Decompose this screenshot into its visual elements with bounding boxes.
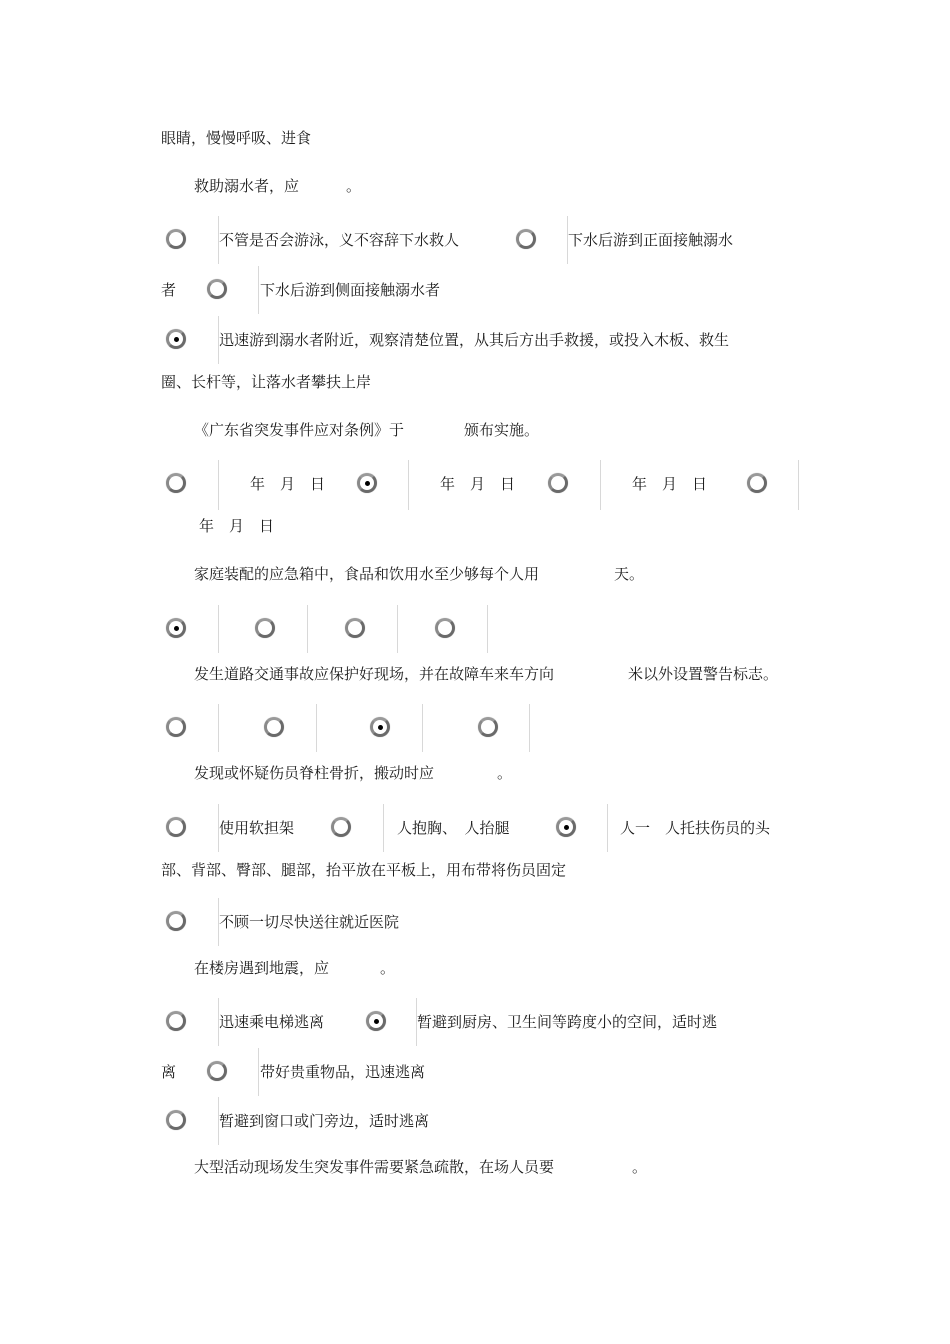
radio-option-selected[interactable] <box>370 717 390 737</box>
radio-option-selected[interactable] <box>366 1011 386 1031</box>
option-label: 年 月 日 <box>250 475 326 493</box>
question-end: 米以外设置警告标志。 <box>628 665 779 683</box>
option-label: 年 月 日 <box>199 517 275 535</box>
option-label: 年 月 日 <box>440 475 516 493</box>
radio-option[interactable] <box>331 817 351 837</box>
divider <box>258 266 259 314</box>
option-label: 暂避到厨房、卫生间等跨度小的空间，适时逃 <box>417 1013 718 1031</box>
option-label: 不管是否会游泳，义不容辞下水救人 <box>219 231 460 249</box>
divider <box>316 704 317 752</box>
radio-option[interactable] <box>747 473 767 493</box>
divider <box>218 460 219 510</box>
question-end: 。 <box>380 959 396 977</box>
question-end: 颁布实施。 <box>464 421 540 439</box>
option-label: 下水后游到正面接触溺水 <box>568 231 734 249</box>
radio-option-selected[interactable] <box>166 618 186 638</box>
divider <box>798 460 799 510</box>
radio-option[interactable] <box>435 618 455 638</box>
divider <box>607 804 608 852</box>
question-kit: 家庭装配的应急箱中，食品和饮用水至少够每个人用 <box>194 565 540 583</box>
question-end: 。 <box>632 1158 648 1176</box>
divider <box>307 605 308 653</box>
question-earthquake: 在楼房遇到地震，应 <box>194 959 330 977</box>
radio-option-selected[interactable] <box>166 329 186 349</box>
question-evacuation: 大型活动现场发生突发事件需要紧急疏散，在场人员要 <box>194 1158 555 1176</box>
radio-option[interactable] <box>207 279 227 299</box>
radio-option-selected[interactable] <box>357 473 377 493</box>
radio-option[interactable] <box>166 911 186 931</box>
question-spine: 发现或怀疑伤员脊柱骨折，搬动时应 <box>194 764 435 782</box>
divider <box>397 605 398 653</box>
radio-option[interactable] <box>166 1011 186 1031</box>
radio-option-selected[interactable] <box>556 817 576 837</box>
question-end: 。 <box>497 764 513 782</box>
divider <box>258 1048 259 1096</box>
question-end: 。 <box>346 177 362 195</box>
divider <box>408 460 409 510</box>
option-label: 离 <box>161 1063 177 1081</box>
radio-option[interactable] <box>478 717 498 737</box>
divider <box>529 704 530 752</box>
divider <box>218 605 219 653</box>
question-drowning: 救助溺水者，应 <box>194 177 300 195</box>
option-label: 带好贵重物品，迅速逃离 <box>260 1063 426 1081</box>
option-label: 年 月 日 <box>632 475 708 493</box>
divider <box>600 460 601 510</box>
radio-option[interactable] <box>166 717 186 737</box>
text-line: 眼睛，慢慢呼吸、进食 <box>161 129 312 147</box>
radio-option[interactable] <box>345 618 365 638</box>
divider <box>422 704 423 752</box>
divider <box>487 605 488 653</box>
divider <box>383 804 384 852</box>
radio-option[interactable] <box>166 1110 186 1130</box>
option-label: 人抱胸、 人抬腿 <box>397 819 510 837</box>
option-label: 下水后游到侧面接触溺水者 <box>260 281 441 299</box>
question-regulation: 《广东省突发事件应对条例》于 <box>194 421 405 439</box>
option-label: 者 <box>161 281 177 299</box>
option-label: 迅速游到溺水者附近，观察清楚位置，从其后方出手救援，或投入木板、救生 <box>219 331 730 349</box>
radio-option[interactable] <box>166 229 186 249</box>
question-road: 发生道路交通事故应保护好现场，并在故障车来车方向 <box>194 665 555 683</box>
option-label: 人一 人托扶伤员的头 <box>620 819 771 837</box>
radio-option[interactable] <box>207 1061 227 1081</box>
radio-option[interactable] <box>166 473 186 493</box>
option-label: 部、背部、臀部、腿部，抬平放在平板上，用布带将伤员固定 <box>161 861 567 879</box>
radio-option[interactable] <box>548 473 568 493</box>
question-end: 天。 <box>614 565 645 583</box>
option-label: 不顾一切尽快送往就近医院 <box>219 913 400 931</box>
option-label: 使用软担架 <box>219 819 295 837</box>
option-label: 暂避到窗口或门旁边，适时逃离 <box>219 1112 430 1130</box>
radio-option[interactable] <box>166 817 186 837</box>
radio-option[interactable] <box>264 717 284 737</box>
option-label: 迅速乘电梯逃离 <box>219 1013 325 1031</box>
radio-option[interactable] <box>516 229 536 249</box>
option-label: 圈、长杆等，让落水者攀扶上岸 <box>161 373 372 391</box>
radio-option[interactable] <box>255 618 275 638</box>
divider <box>218 704 219 752</box>
